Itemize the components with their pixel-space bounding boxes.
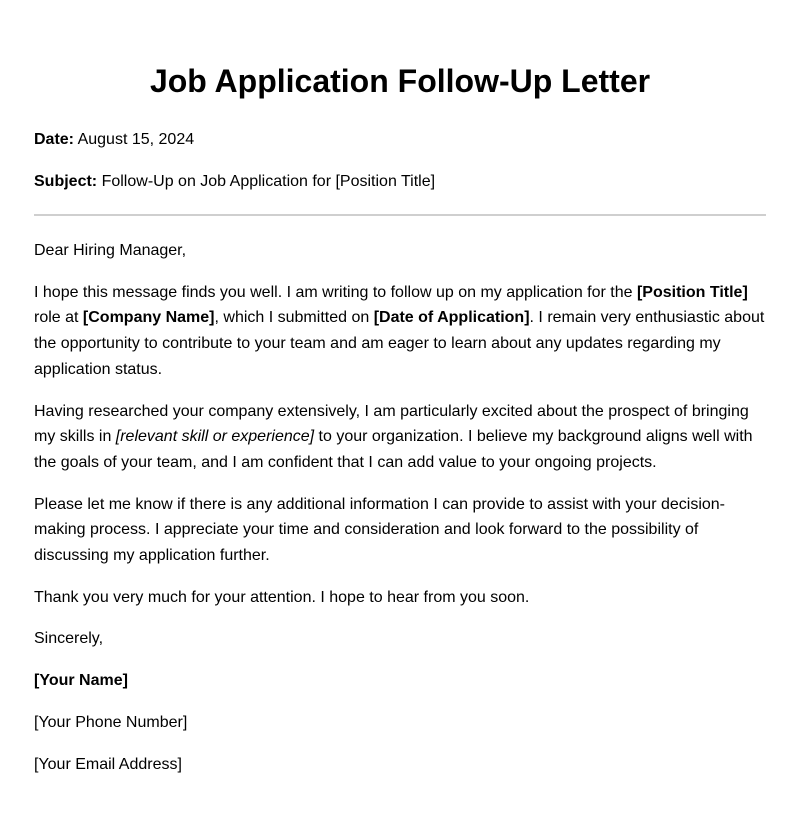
paragraph-2-text-b: to your organization. I believe my background aligns well with the goals of your team, and I am confident that I can add value to your ongoing projects. — [34, 428, 753, 471]
signature-name: [Your Name] — [34, 672, 128, 690]
paragraph-4: Thank you very much for your attention. I hope to hear from you soon. — [34, 588, 530, 606]
date-value: August 15, 2024 — [77, 131, 195, 148]
paragraph-2 — [34, 399, 766, 476]
date-of-application-placeholder: [Date of Application] — [373, 309, 530, 327]
subject-line — [34, 172, 766, 192]
signature-email: [Your Email Address] — [34, 755, 182, 773]
closing: Sincerely, — [34, 630, 104, 648]
position-title-placeholder: [Position Title] — [636, 283, 748, 301]
paragraph-3: Please let me know if there is any additional information I can provide to assist with your decision-making process. I appreciate your time and consideration and look forward to the possibility of discussing my application further. — [34, 495, 726, 565]
paragraph-2-text-a: Having researched your company extensively, I am particularly excited about the prospect of bringing my skills in — [34, 402, 749, 446]
paragraph-1-text-b: role at — [34, 309, 83, 327]
page-title: Job Application Follow-Up Letter — [149, 63, 651, 99]
paragraph-1-text-a: I hope this message finds you well. I am writing to follow up on my application for the — [34, 283, 637, 301]
subject-label: Subject: — [34, 173, 98, 190]
salutation: Dear Hiring Manager, — [34, 242, 187, 259]
paragraph-1-text-d: . I remain very enthusiastic about the opportunity to contribute to your team and am eager to learn about any updates regarding my application status. — [34, 309, 765, 378]
date-label: Date: — [34, 131, 75, 148]
company-name-placeholder: [Company Name] — [82, 309, 215, 327]
paragraph-1-text-c: , which I submitted on — [214, 309, 374, 327]
paragraph-1 — [34, 280, 766, 383]
relevant-skill-placeholder: [relevant skill or experience] — [115, 428, 315, 446]
divider — [34, 214, 766, 216]
date-line — [34, 130, 766, 150]
signature-phone: [Your Phone Number] — [34, 713, 188, 731]
subject-value: Follow-Up on Job Application for [Position Title] — [101, 173, 436, 190]
